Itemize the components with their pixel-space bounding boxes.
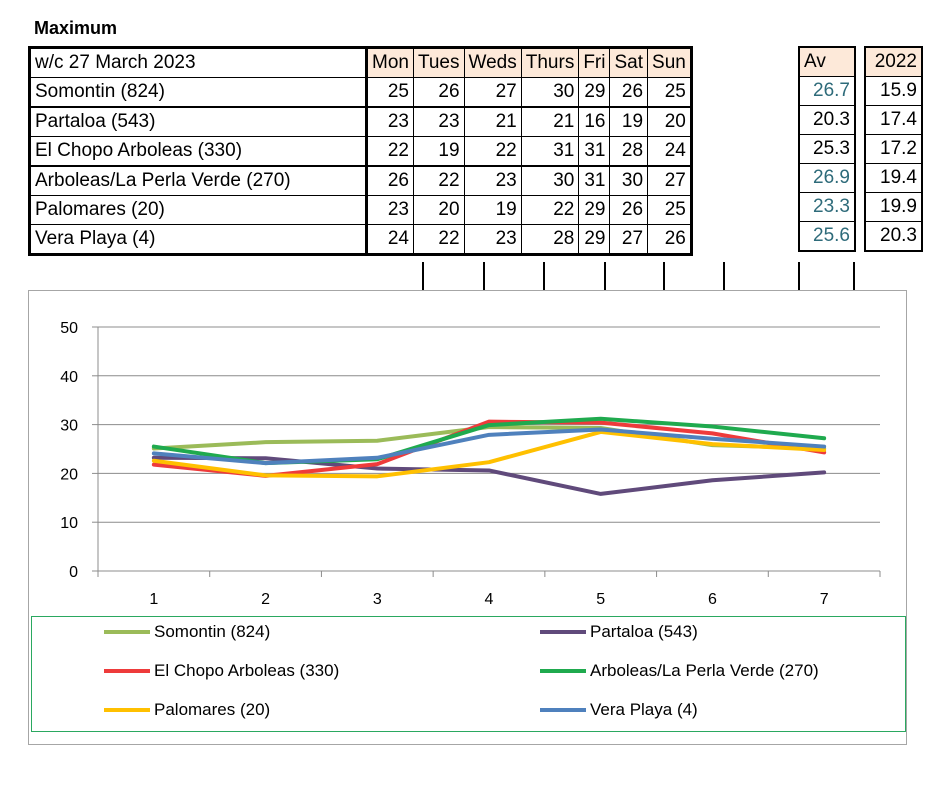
temp-cell: 19 xyxy=(464,196,521,225)
year-2022-cell: 19.4 xyxy=(865,164,922,193)
legend-swatch xyxy=(540,630,586,634)
temp-cell: 27 xyxy=(648,166,692,196)
x-tick-label: 5 xyxy=(596,591,606,608)
table-row xyxy=(30,166,692,196)
temp-cell: 30 xyxy=(610,166,648,196)
temp-cell: 25 xyxy=(367,78,414,108)
divider-line xyxy=(604,262,606,290)
temp-cell: 23 xyxy=(464,225,521,255)
day-header: Tues xyxy=(413,48,464,78)
legend-label: Palomares (20) xyxy=(154,700,271,719)
year-2022-cell: 17.2 xyxy=(865,135,922,164)
station-name: Vera Playa (4) xyxy=(30,225,367,255)
temp-cell: 22 xyxy=(367,137,414,167)
day-header: Thurs xyxy=(521,48,579,78)
station-name: El Chopo Arboleas (330) xyxy=(30,137,367,167)
average-cell: 25.3 xyxy=(799,135,855,164)
temp-cell: 28 xyxy=(610,137,648,167)
station-name: Somontin (824) xyxy=(30,78,367,108)
legend-label: Vera Playa (4) xyxy=(590,700,698,719)
table-row xyxy=(30,78,692,108)
year-2022-cell: 19.9 xyxy=(865,193,922,222)
chart-legend xyxy=(31,616,906,732)
series-line-2 xyxy=(154,422,824,476)
legend-swatch xyxy=(104,708,150,712)
temp-cell: 26 xyxy=(413,78,464,108)
temp-cell: 27 xyxy=(610,225,648,255)
divider-line xyxy=(663,262,665,290)
average-cell: 23.3 xyxy=(799,193,855,222)
temp-cell: 26 xyxy=(648,225,692,255)
temp-cell: 21 xyxy=(464,107,521,137)
temp-cell: 29 xyxy=(579,78,610,108)
legend-item xyxy=(104,700,270,720)
day-header: Sat xyxy=(610,48,648,78)
temp-cell: 29 xyxy=(579,196,610,225)
temp-cell: 28 xyxy=(521,225,579,255)
temp-cell: 31 xyxy=(521,137,579,167)
legend-item xyxy=(540,622,698,642)
temp-cell: 25 xyxy=(648,196,692,225)
year-2022-cell: 20.3 xyxy=(865,222,922,252)
divider-line xyxy=(483,262,485,290)
y-tick-label: 0 xyxy=(69,564,78,581)
legend-item xyxy=(104,661,339,681)
line-chart xyxy=(28,290,907,616)
y-tick-label: 20 xyxy=(60,466,78,484)
y-tick-label: 40 xyxy=(60,368,78,386)
temp-cell: 30 xyxy=(521,166,579,196)
legend-label: Arboleas/La Perla Verde (270) xyxy=(590,661,819,680)
day-header: Weds xyxy=(464,48,521,78)
year-header: 2022 xyxy=(865,47,922,77)
table-row xyxy=(30,225,692,255)
y-tick-label: 50 xyxy=(60,320,78,337)
temp-cell: 24 xyxy=(367,225,414,255)
temp-cell: 31 xyxy=(579,137,610,167)
temp-cell: 22 xyxy=(464,137,521,167)
average-cell: 26.9 xyxy=(799,164,855,193)
temp-cell: 29 xyxy=(579,225,610,255)
temp-cell: 23 xyxy=(367,196,414,225)
year-2022-cell: 17.4 xyxy=(865,106,922,135)
legend-swatch xyxy=(540,708,586,712)
x-tick-label: 3 xyxy=(372,591,382,608)
x-tick-label: 2 xyxy=(261,591,271,608)
legend-item xyxy=(104,622,270,642)
station-name: Partaloa (543) xyxy=(30,107,367,137)
temp-cell: 19 xyxy=(610,107,648,137)
x-tick-label: 1 xyxy=(149,591,159,608)
temp-cell: 23 xyxy=(413,107,464,137)
divider-line xyxy=(422,262,424,290)
divider-line xyxy=(543,262,545,290)
table-row xyxy=(30,196,692,225)
year-2022-cell: 15.9 xyxy=(865,77,922,106)
temp-cell: 24 xyxy=(648,137,692,167)
station-name: Arboleas/La Perla Verde (270) xyxy=(30,166,367,196)
x-tick-label: 6 xyxy=(707,591,717,608)
temp-cell: 20 xyxy=(413,196,464,225)
y-tick-label: 10 xyxy=(60,515,78,533)
temp-cell: 23 xyxy=(464,166,521,196)
day-header: Mon xyxy=(367,48,414,78)
legend-label: El Chopo Arboleas (330) xyxy=(154,661,340,680)
divider-line xyxy=(853,262,855,290)
table-header-row xyxy=(30,48,692,78)
temp-cell: 31 xyxy=(579,166,610,196)
temp-cell: 30 xyxy=(521,78,579,108)
day-header: Fri xyxy=(579,48,610,78)
temp-cell: 26 xyxy=(610,196,648,225)
temp-cell: 22 xyxy=(521,196,579,225)
year-2022-table xyxy=(864,46,923,252)
temp-cell: 21 xyxy=(521,107,579,137)
legend-swatch xyxy=(540,669,586,673)
station-name: Palomares (20) xyxy=(30,196,367,225)
max-temp-table xyxy=(28,46,693,256)
average-cell: 20.3 xyxy=(799,106,855,135)
temp-cell: 26 xyxy=(367,166,414,196)
table-row xyxy=(30,107,692,137)
temp-cell: 25 xyxy=(648,78,692,108)
temp-cell: 26 xyxy=(610,78,648,108)
average-table xyxy=(798,46,856,252)
average-cell: 26.7 xyxy=(799,77,855,106)
temp-cell: 16 xyxy=(579,107,610,137)
temp-cell: 22 xyxy=(413,225,464,255)
legend-swatch xyxy=(104,630,150,634)
temp-cell: 19 xyxy=(413,137,464,167)
legend-item xyxy=(540,661,819,681)
divider-line xyxy=(798,262,800,290)
y-tick-label: 30 xyxy=(60,417,78,435)
temp-cell: 22 xyxy=(413,166,464,196)
legend-item xyxy=(540,700,698,720)
legend-swatch xyxy=(104,669,150,673)
legend-label: Partaloa (543) xyxy=(590,622,698,641)
temp-cell: 27 xyxy=(464,78,521,108)
page-title: Maximum xyxy=(34,18,118,38)
legend-label: Somontin (824) xyxy=(154,622,271,641)
x-tick-label: 7 xyxy=(819,591,829,608)
av-header: Av xyxy=(799,47,855,77)
average-cell: 25.6 xyxy=(799,222,855,252)
x-tick-label: 4 xyxy=(484,591,494,608)
table-row xyxy=(30,137,692,167)
temp-cell: 23 xyxy=(367,107,414,137)
week-label: w/c 27 March 2023 xyxy=(30,48,367,78)
temp-cell: 20 xyxy=(648,107,692,137)
divider-line xyxy=(723,262,725,290)
day-header: Sun xyxy=(648,48,692,78)
